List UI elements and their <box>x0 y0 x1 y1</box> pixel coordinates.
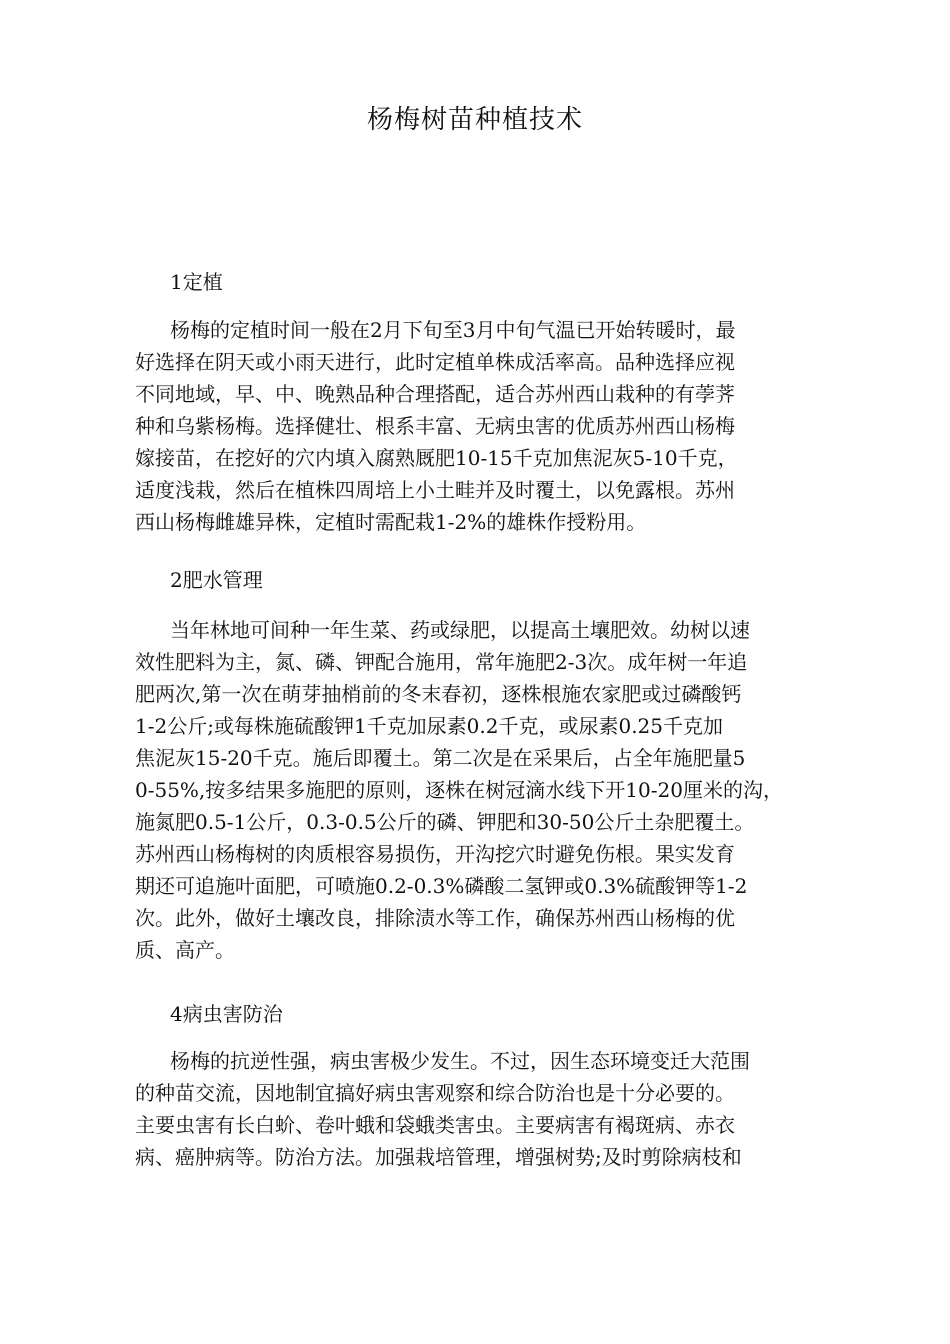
paragraph-line: 主要虫害有长白蚧、卷叶蛾和袋蛾类害虫。主要病害有褐斑病、赤衣 <box>135 1113 735 1137</box>
paragraph-line: 好选择在阴天或小雨天进行，此时定植单株成活率高。品种选择应视 <box>135 350 735 374</box>
paragraph-line: 不同地域，早、中、晚熟品种合理搭配，适合苏州西山栽种的有荸荠 <box>135 382 735 406</box>
section-heading-fertilizer-water: 2肥水管理 <box>170 568 263 592</box>
paragraph-line: 病、癌肿病等。防治方法。加强栽培管理，增强树势;及时剪除病枝和 <box>135 1145 742 1169</box>
paragraph-line: 当年林地可间种一年生菜、药或绿肥，以提高土壤肥效。幼树以速 <box>170 618 750 642</box>
paragraph-line: 的种苗交流，因地制宜搞好病虫害观察和综合防治也是十分必要的。 <box>135 1081 735 1105</box>
paragraph-line: 苏州西山杨梅树的肉质根容易损伤，开沟挖穴时避免伤根。果实发育 <box>135 842 735 866</box>
paragraph-line: 期还可追施叶面肥，可喷施0.2-0.3%磷酸二氢钾或0.3%硫酸钾等1-2 <box>135 874 748 898</box>
paragraph-fertilizer-water <box>135 614 845 966</box>
paragraph-line: 嫁接苗，在挖好的穴内填入腐熟厩肥10-15千克加焦泥灰5-10千克， <box>135 446 738 470</box>
paragraph-line: 肥两次,第一次在萌芽抽梢前的冬末春初，逐株根施农家肥或过磷酸钙 <box>135 682 742 706</box>
paragraph-pest-control <box>135 1045 845 1173</box>
page-title: 杨梅树苗种植技术 <box>366 105 583 135</box>
paragraph-line: 质、高产。 <box>135 938 235 962</box>
section-heading-pest-control: 4病虫害防治 <box>170 1002 283 1026</box>
paragraph-line: 杨梅的定植时间一般在2月下旬至3月中旬气温已开始转暖时，最 <box>170 318 736 342</box>
paragraph-line: 次。此外，做好土壤改良，排除渍水等工作，确保苏州西山杨梅的优 <box>135 906 735 930</box>
paragraph-line: 种和乌紫杨梅。选择健壮、根系丰富、无病虫害的优质苏州西山杨梅 <box>135 414 735 438</box>
paragraph-line: 效性肥料为主，氮、磷、钾配合施用，常年施肥2-3次。成年树一年追 <box>135 650 748 674</box>
paragraph-line: 施氮肥0.5-1公斤，0.3-0.5公斤的磷、钾肥和30-50公斤土杂肥覆土。 <box>135 810 755 834</box>
paragraph-planting <box>135 314 845 538</box>
paragraph-line: 西山杨梅雌雄异株，定植时需配栽1-2%的雄株作授粉用。 <box>135 510 647 534</box>
paragraph-line: 杨梅的抗逆性强，病虫害极少发生。不过，因生态环境变迁大范围 <box>170 1049 750 1073</box>
paragraph-line: 焦泥灰15-20千克。施后即覆土。第二次是在采果后，占全年施肥量5 <box>135 746 746 770</box>
paragraph-line: 适度浅栽，然后在植株四周培上小土畦并及时覆土，以免露根。苏州 <box>135 478 735 502</box>
paragraph-line: 1-2公斤;或每株施硫酸钾1千克加尿素0.2千克，或尿素0.25千克加 <box>135 714 724 738</box>
section-heading-planting: 1定植 <box>170 270 223 294</box>
paragraph-line: 0-55%,按多结果多施肥的原则，逐株在树冠滴水线下开10-20厘米的沟， <box>135 778 783 802</box>
